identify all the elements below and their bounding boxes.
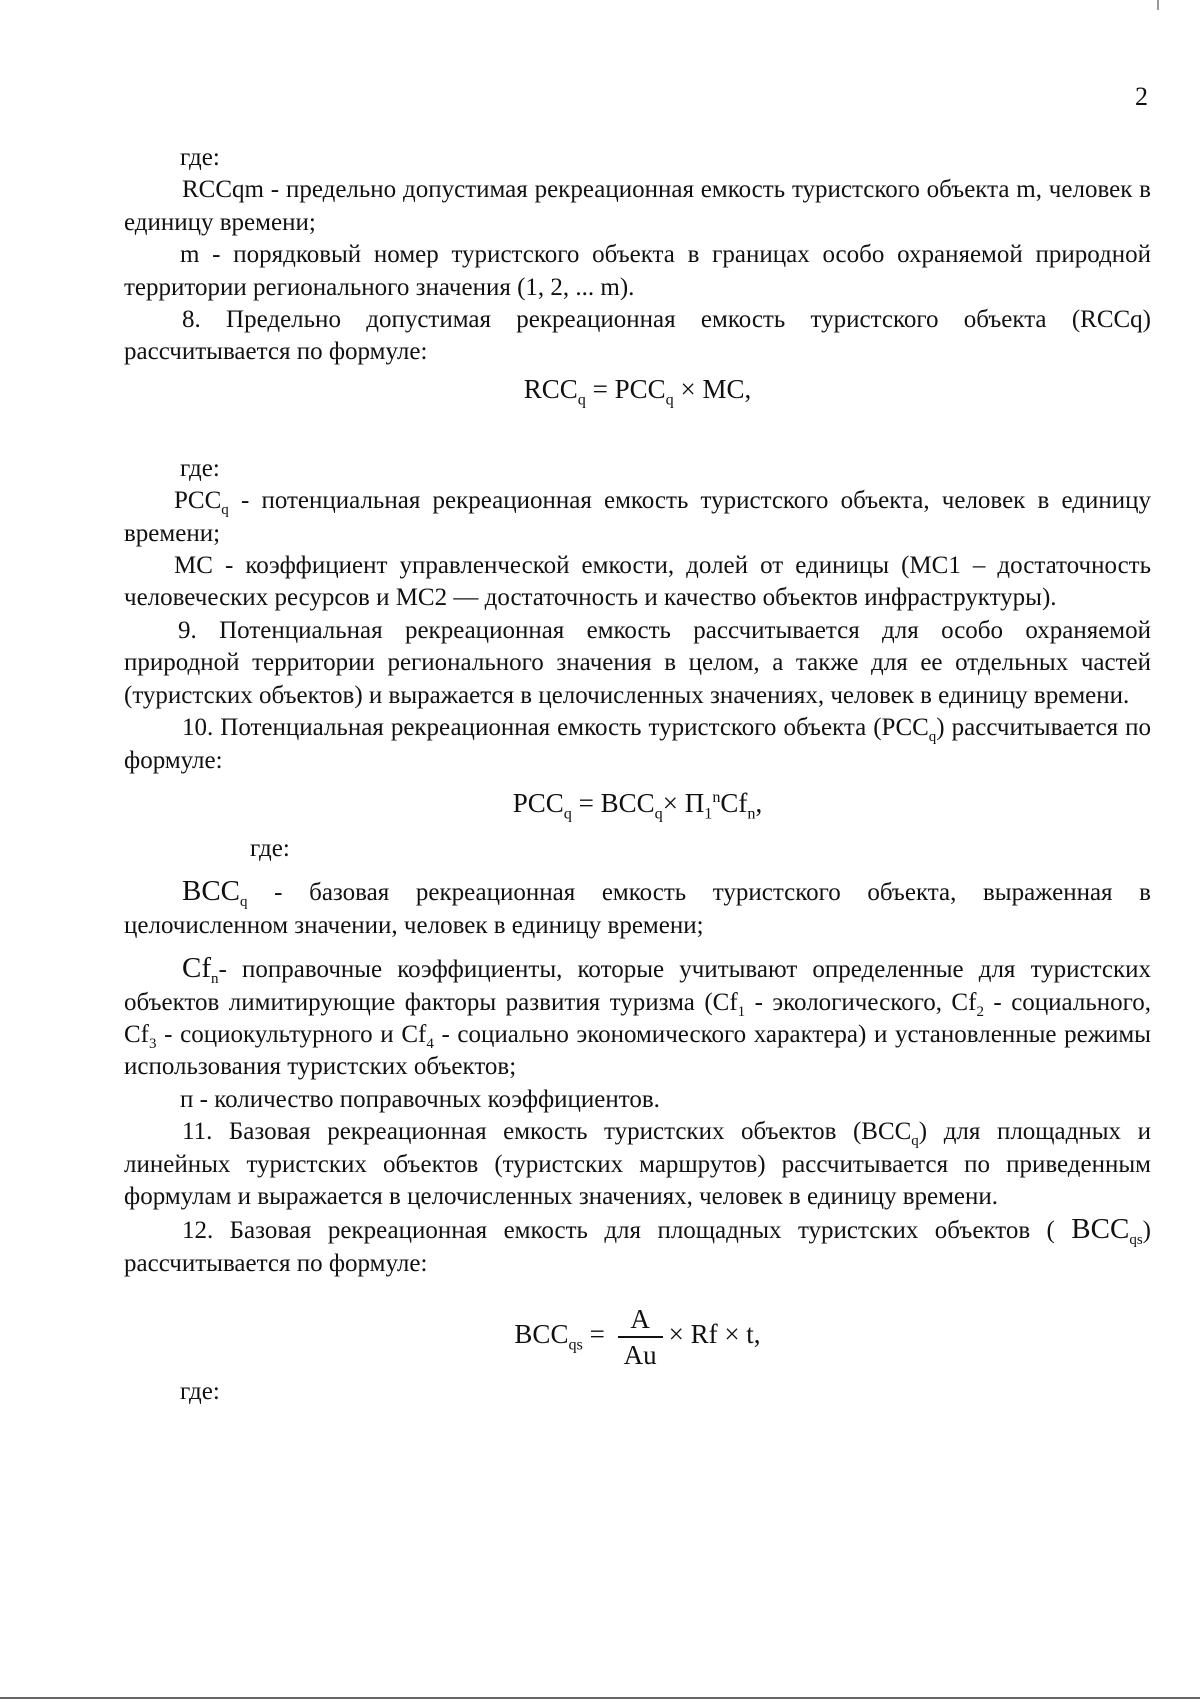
where-label: где: (180, 454, 220, 482)
paragraph-mc-def: MC - коэффициент управленческой емкости, долей от единицы (MC1 – достаточность человеческих ресурсов и MC2 — достаточность и качество объектов инфраструктуры). (124, 552, 1151, 612)
paragraph-cfn-def (124, 952, 1151, 1084)
paragraph-rccqm: RCCqm - предельно допустимая рекреационная емкость туристского объекта m, человек в единицу времени; (124, 176, 1151, 236)
definition-text: - поправочные коэффициенты, которые учитывают определенные для туристских объектов лимитирующие факторы развития туризма (Cf (124, 956, 1151, 1016)
scan-edge-mark (1157, 0, 1159, 10)
paragraph-12 (124, 1213, 1151, 1280)
paragraph-text: 10. Потенциальная рекреационная емкость туристского объекта (PCC (182, 714, 929, 742)
formula-term: , (755, 787, 763, 818)
where-label: где: (180, 144, 220, 171)
formula-subscript: q (577, 390, 586, 409)
paragraph-text: ) рассчитывается по формуле: (124, 714, 1151, 774)
paragraph-8: 8. Предельно допустимая рекреационная емкость туристского объекта (RCCq) рассчитывается по формуле: (124, 306, 1151, 366)
symbol-subscript: q (928, 729, 937, 746)
symbol-subscript: qs (1129, 1232, 1143, 1249)
spacer (124, 1280, 1151, 1302)
symbol-subscript: 2 (976, 1003, 984, 1020)
definition-text: - экологического, Cf (745, 988, 977, 1016)
page-number: 2 (1135, 82, 1148, 111)
paragraph-text: ) для площадных и линейных туристских объектов (туристских маршрутов) рассчитывается по приведенным формулам и выражается в целочисленных значениях, человек в единицу времени. (124, 1118, 1152, 1210)
formula-rccq (124, 369, 1151, 409)
paragraph-pccq-def (124, 485, 1151, 550)
formula-term: BCC (514, 1319, 569, 1350)
formula-subscript: q (654, 804, 663, 823)
document-body (124, 142, 1151, 1409)
scan-bottom-edge (0, 1697, 1200, 1699)
formula-subscript: n (747, 804, 756, 823)
paragraph-text: ) рассчитывается по формуле: (124, 1217, 1151, 1277)
symbol-subscript: 3 (149, 1035, 157, 1052)
paragraph-text: 12. Базовая рекреационная емкость для площадных туристских объектов ( (182, 1217, 1055, 1245)
symbol-pcc: PCC (174, 487, 222, 515)
symbol-subscript: q (911, 1133, 919, 1150)
formula-term: × П (662, 787, 705, 818)
definition-text: - социально экономического характера) и установленные режимы использования туристских объектов; (124, 1020, 1151, 1081)
paragraph-n-def: п - количество поправочных коэффициентов. (180, 1085, 660, 1113)
formula-term: = PCC (585, 373, 666, 404)
fraction (618, 1302, 663, 1372)
formula-subscript: q (563, 804, 572, 823)
formula-term: × MC, (673, 373, 752, 404)
paragraph-m-number: m - порядковый номер туристского объекта в границах особо охраняемой природной территории регионального значения (1, 2, ... m). (124, 241, 1151, 301)
product-upper-index: n (712, 787, 721, 806)
symbol-bcc: BCC (1071, 1213, 1130, 1246)
symbol-subscript: 1 (737, 1003, 746, 1020)
formula-term: RCC (523, 373, 578, 404)
paragraph-bccq-def (124, 875, 1151, 942)
formula-term: PCC (512, 787, 564, 818)
formula-pccq (124, 783, 1151, 823)
formula-term: = (582, 1319, 612, 1350)
formula-term: Cf (720, 787, 748, 818)
definition-text: - социокультурного и Cf (156, 1020, 427, 1048)
product-lower-index: 1 (704, 804, 713, 823)
formula-term: × Rf × t, (668, 1319, 761, 1350)
spacer (124, 823, 1151, 833)
spacer (124, 865, 1151, 875)
symbol-subscript: q (240, 894, 248, 911)
paragraph-9: 9. Потенциальная рекреационная емкость рассчитывается для особо охраняемой природной территории регионального значения в целом, а также для ее отдельных частей (туристских объектов) и выражается в целочисленных значениях, человек в единицу времени. (124, 616, 1151, 709)
definition-text: - базовая рекреационная емкость туристского объекта, выраженная в целочисленном значении, человек в единицу времени; (124, 879, 1151, 939)
paragraph-11 (124, 1116, 1151, 1213)
definition-text: - потенциальная рекреационная емкость туристского объекта, человек в единицу времени; (124, 487, 1151, 547)
symbol-cf: Cf (182, 952, 211, 985)
symbol-subscript: 4 (426, 1035, 434, 1052)
formula-term: = BCC (571, 787, 655, 818)
formula-bccqs (124, 1302, 1151, 1372)
where-label: где: (250, 834, 290, 862)
symbol-subscript: n (211, 971, 219, 988)
formula-subscript: q (665, 390, 674, 409)
symbol-subscript: q (221, 502, 229, 519)
where-label: где: (180, 1378, 220, 1406)
paragraph-10 (124, 712, 1151, 777)
definition-text: - социального, Cf (124, 988, 1152, 1048)
spacer (124, 409, 1151, 453)
formula-subscript: qs (568, 1335, 583, 1354)
symbol-bcc: BCC (182, 875, 241, 908)
spacer (124, 942, 1151, 952)
fraction-numerator: A (618, 1302, 663, 1338)
paragraph-text: 11. Базовая рекреационная емкость туристских объектов (BCC (182, 1118, 912, 1146)
fraction-denominator: Au (623, 1340, 657, 1371)
